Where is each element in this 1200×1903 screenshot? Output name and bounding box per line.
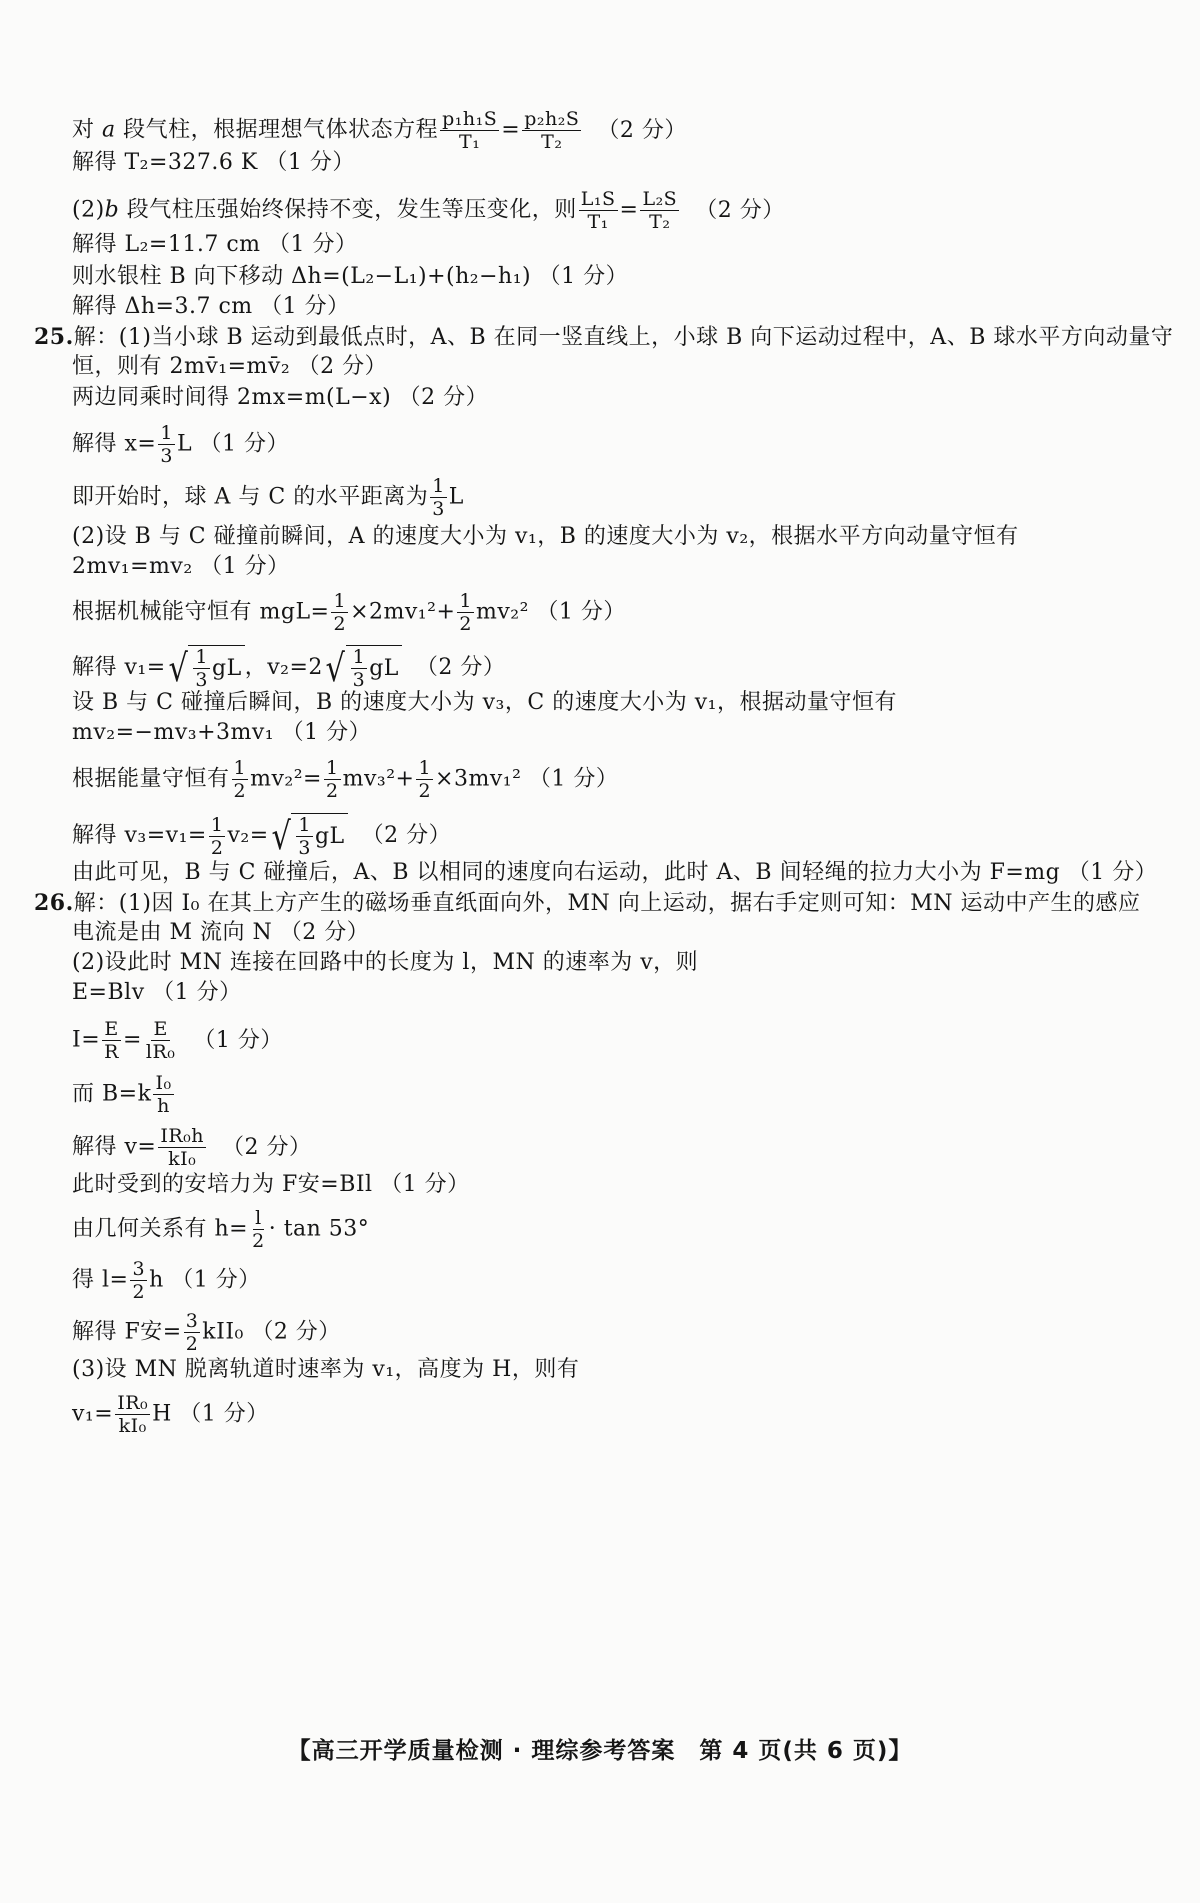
text: 解：(1)当小球 B 运动到最低点时，A、B 在同一竖直线上，小球 B 向下运动过程中，A、B 球水平方向动量守 — [73, 325, 1174, 350]
text: gL — [369, 655, 399, 681]
fraction — [324, 757, 341, 802]
fraction — [440, 108, 499, 153]
page-footer: 【高三开学质量检测 · 理综参考答案 第 4 页(共 6 页)】 — [287, 1738, 913, 1764]
question-number: 25. — [34, 324, 74, 350]
answer-line — [72, 1392, 269, 1437]
text: gL — [314, 823, 345, 849]
denominator: 2 — [210, 836, 224, 859]
text: 根据机械能守恒有 mgL= — [72, 599, 330, 625]
denominator: T₂ — [649, 211, 671, 233]
answer-line — [72, 1072, 176, 1117]
denominator: 2 — [132, 1281, 146, 1303]
text: 段气柱，根据理想气体状态方程 — [115, 117, 439, 143]
text: 而 B=k — [72, 1081, 152, 1107]
numerator: 1 — [195, 646, 208, 668]
answer-line — [72, 1207, 369, 1252]
numerator: 1 — [233, 757, 247, 779]
denominator: 3 — [298, 837, 311, 859]
numerator: 1 — [325, 757, 339, 779]
fraction — [579, 188, 618, 233]
fraction — [184, 1310, 201, 1355]
sqrt: √ $\frac{1}{3}$ gL — [269, 813, 348, 859]
answer-line — [72, 108, 687, 153]
fraction — [158, 422, 175, 467]
fraction — [158, 1125, 206, 1170]
fraction — [144, 1018, 178, 1063]
text: mv₂²= — [250, 766, 322, 792]
text: mv₂² （1 分） — [475, 599, 626, 625]
numerator: E — [153, 1018, 168, 1040]
fraction — [193, 646, 210, 691]
text: L （1 分） — [176, 431, 290, 457]
answer-line: 电流是由 M 流向 N （2 分） — [72, 920, 370, 945]
denominator: 3 — [160, 445, 173, 467]
answer-line — [72, 188, 785, 233]
answer-line — [72, 1258, 261, 1303]
sqrt: √ $\frac{1}{3}$ gL — [166, 645, 245, 691]
answer-line — [72, 422, 289, 467]
question-number: 26. — [34, 890, 74, 916]
numerator: E — [104, 1018, 119, 1040]
denominator: h — [157, 1095, 170, 1117]
fraction — [457, 590, 474, 635]
denominator: T₂ — [541, 131, 563, 153]
text: kII₀ （2 分） — [202, 1319, 341, 1345]
numerator: L₁S — [580, 188, 616, 210]
denominator: 3 — [432, 498, 445, 520]
answer-line: 2mv₁=mv₂ （1 分） — [72, 554, 290, 579]
answer-line: 解得 L₂=11.7 cm （1 分） — [72, 232, 358, 257]
answer-line — [72, 1018, 283, 1063]
answer-line: 恒，则有 2mv̄₁=mv̄₂ （2 分） — [72, 354, 388, 379]
text: ×3mv₁² （1 分） — [435, 766, 619, 792]
answer-line — [72, 813, 451, 859]
answer-line — [72, 1125, 312, 1170]
numerator: 1 — [298, 814, 311, 836]
text: ，v₂=2 — [244, 655, 323, 680]
text: gL — [212, 655, 242, 681]
denominator: T₁ — [459, 131, 481, 153]
numerator: 1 — [333, 590, 347, 612]
text: = — [619, 197, 639, 223]
text: 即开始时，球 A 与 C 的水平距离为 — [72, 484, 429, 510]
fraction — [351, 646, 368, 691]
denominator: T₁ — [587, 211, 609, 233]
fraction — [250, 1207, 267, 1252]
text: H （1 分） — [152, 1401, 269, 1427]
answer-line: 两边同乘时间得 2mx=m(L−x) （2 分） — [72, 385, 489, 410]
text: 段气柱压强始终保持不变，发生等压变化，则 — [119, 197, 577, 223]
denominator: 2 — [233, 780, 247, 802]
denominator: 3 — [195, 669, 208, 691]
answer-line: (2)设 B 与 C 碰撞前瞬间，A 的速度大小为 v₁，B 的速度大小为 v₂，根据水平方向动量守恒有 — [72, 524, 1019, 549]
numerator: 1 — [459, 590, 472, 612]
fraction — [522, 108, 581, 153]
fraction — [640, 188, 679, 233]
numerator: L₂S — [642, 188, 678, 210]
text: 解得 v₃=v₁= — [72, 823, 207, 848]
points: （2 分） — [222, 1134, 312, 1160]
answer-line — [72, 475, 464, 520]
text: = — [122, 1027, 142, 1053]
fraction — [209, 814, 226, 859]
numerator: l — [255, 1207, 262, 1229]
fraction — [331, 590, 348, 635]
text: 解得 F安= — [72, 1319, 182, 1345]
numerator: p₂h₂S — [524, 108, 580, 130]
denominator: 2 — [185, 1333, 199, 1355]
answer-line: 则水银柱 B 向下移动 Δh=(L₂−L₁)+(h₂−h₁) （1 分） — [72, 264, 629, 289]
question-25-line — [34, 322, 1173, 353]
text: 由几何关系有 h= — [72, 1216, 249, 1242]
fraction — [115, 1392, 150, 1437]
answer-line — [72, 757, 618, 802]
text: I= — [72, 1027, 101, 1053]
numerator: 1 — [160, 422, 173, 444]
points: （1 分） — [193, 1027, 283, 1053]
points: （2 分） — [597, 117, 687, 143]
answer-line — [72, 1310, 341, 1355]
denominator: 2 — [252, 1230, 265, 1252]
answer-line — [72, 590, 626, 635]
answer-line: 由此可见，B 与 C 碰撞后，A、B 以相同的速度向右运动，此时 A、B 间轻绳的拉力大小为 F=mg （1 分） — [72, 860, 1158, 885]
fraction — [130, 1258, 147, 1303]
text: (2) — [72, 197, 105, 223]
denominator: 2 — [333, 613, 347, 635]
text: v₁= — [72, 1401, 114, 1427]
answer-line: (3)设 MN 脱离轨道时速率为 v₁，高度为 H，则有 — [72, 1357, 580, 1382]
answer-line: mv₂=−mv₃+3mv₁ （1 分） — [72, 720, 372, 745]
answer-line: 此时受到的安培力为 F安=BIl （1 分） — [72, 1172, 470, 1197]
numerator: p₁h₁S — [442, 108, 498, 130]
answer-line — [72, 645, 505, 691]
denominator: 2 — [418, 780, 432, 802]
text: 对 — [72, 117, 102, 143]
points: （2 分） — [361, 823, 452, 848]
text: = — [501, 117, 521, 143]
fraction — [232, 757, 249, 802]
numerator: I₀ — [155, 1072, 172, 1094]
text: h （1 分） — [149, 1267, 261, 1293]
numerator: 3 — [185, 1310, 199, 1332]
answer-line: 解得 Δh=3.7 cm （1 分） — [72, 294, 350, 319]
text: ×2mv₁²+ — [350, 599, 456, 625]
numerator: 1 — [418, 757, 432, 779]
answer-line: 解得 T₂=327.6 K （1 分） — [72, 150, 355, 175]
text: L — [448, 484, 464, 510]
answer-line: 设 B 与 C 碰撞后瞬间，B 的速度大小为 v₃，C 的速度大小为 v₁，根据动量守恒有 — [72, 690, 897, 715]
sqrt: √ $\frac{1}{3}$ gL — [323, 645, 402, 691]
text: 解得 v₁= — [72, 655, 166, 680]
text: 得 l= — [72, 1267, 129, 1293]
denominator: kI₀ — [118, 1415, 147, 1437]
text: 根据能量守恒有 — [72, 766, 230, 792]
question-26-line — [34, 888, 1140, 919]
fraction — [430, 475, 447, 520]
fraction — [296, 814, 313, 859]
denominator: kI₀ — [168, 1148, 197, 1170]
numerator: 1 — [352, 646, 366, 668]
answer-line: (2)设此时 MN 连接在回路中的长度为 l，MN 的速率为 v，则 — [72, 950, 699, 975]
denominator: lR₀ — [145, 1041, 176, 1063]
var: b — [104, 197, 120, 223]
text: · tan 53° — [268, 1216, 370, 1242]
text: mv₃²+ — [342, 766, 415, 792]
answer-line: E=Blv （1 分） — [72, 980, 242, 1005]
text: 解得 x= — [72, 431, 157, 457]
numerator: IR₀h — [160, 1125, 205, 1147]
numerator: 1 — [210, 813, 224, 836]
numerator: IR₀ — [117, 1392, 149, 1414]
text: v₂= — [227, 823, 269, 848]
denominator: 2 — [459, 613, 472, 635]
fraction — [416, 757, 433, 802]
denominator: 3 — [352, 669, 366, 691]
denominator: 2 — [325, 780, 339, 802]
fraction — [102, 1018, 121, 1063]
fraction — [153, 1072, 173, 1117]
denominator: R — [104, 1041, 119, 1063]
numerator: 1 — [432, 475, 445, 497]
text: 解：(1)因 I₀ 在其上方产生的磁场垂直纸面向外，MN 向上运动，据右手定则可知：MN 运动中产生的感应 — [73, 891, 1141, 916]
points: （2 分） — [695, 197, 785, 223]
points: （2 分） — [415, 655, 506, 680]
text: 解得 v= — [72, 1134, 157, 1160]
numerator: 3 — [132, 1258, 146, 1280]
var: a — [102, 117, 116, 143]
